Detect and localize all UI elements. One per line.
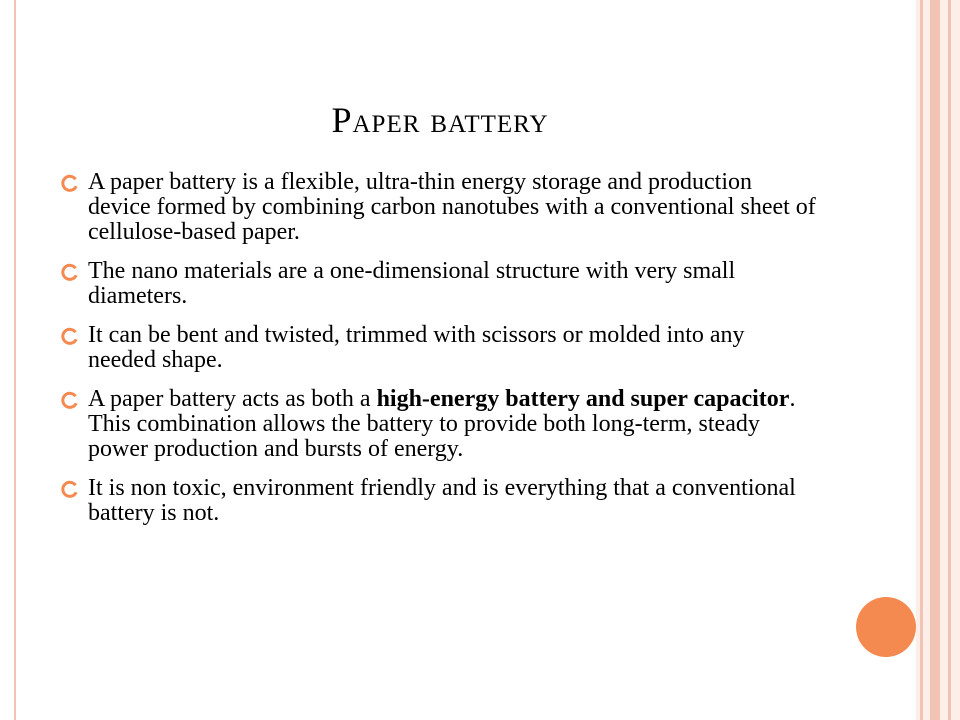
ring-bullet-icon	[60, 479, 80, 499]
bullet-item	[58, 476, 818, 526]
bullet-text-segment: The nano materials are a one-dimensional structure with very small diameters.	[88, 258, 736, 309]
right-stripe	[948, 0, 951, 720]
bullet-text	[88, 322, 745, 373]
ring-bullet-icon	[60, 262, 80, 282]
bullet-item	[58, 259, 818, 309]
right-stripe	[930, 0, 940, 720]
slide-title: Paper battery	[331, 100, 549, 140]
ring-bullet-icon	[60, 390, 80, 410]
bullet-text	[88, 386, 795, 462]
bullet-text	[88, 258, 735, 309]
bullet-text-segment: . This combination allows the battery to provide both long-term, steady power production and bursts of energy.	[88, 386, 796, 462]
ring-bullet-icon	[60, 326, 80, 346]
bullet-list	[58, 170, 818, 540]
bullet-item	[58, 170, 818, 245]
right-stripe	[920, 0, 923, 720]
bullet-item	[58, 323, 818, 373]
bullet-text	[88, 475, 796, 526]
bullet-text-bold: high-energy battery and super capacitor	[376, 386, 790, 412]
bullet-text-segment: A paper battery is a flexible, ultra-thin energy storage and production device formed by combining carbon nanotubes with a conventional sheet of cellulose-based paper.	[88, 169, 816, 245]
bullet-item	[58, 387, 818, 462]
decorative-circle	[856, 597, 916, 657]
bullet-text	[88, 169, 816, 245]
bullet-text-segment: It is non toxic, environment friendly and is everything that a conventional battery is not.	[88, 475, 796, 526]
ring-bullet-icon	[60, 173, 80, 193]
bullet-text-segment: It can be bent and twisted, trimmed with scissors or molded into any needed shape.	[88, 322, 745, 373]
bullet-text-segment: A paper battery acts as both a	[88, 386, 377, 412]
right-decorative-band	[916, 0, 960, 720]
